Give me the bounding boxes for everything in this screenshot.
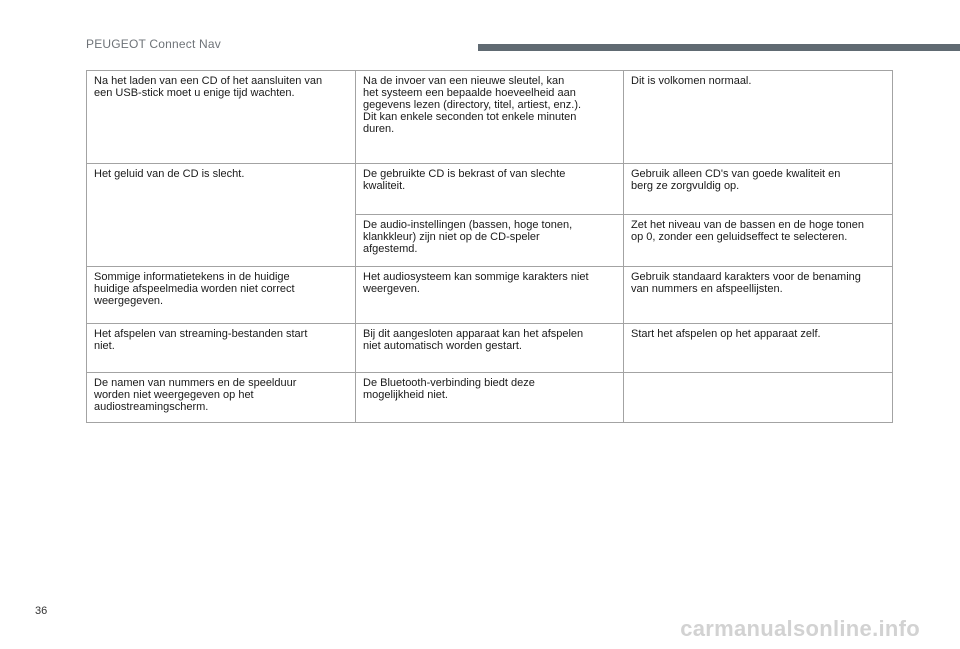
table-row: [87, 267, 893, 324]
table-row: [87, 324, 893, 373]
cause-cell: Bij dit aangesloten apparaat kan het afspelen niet automatisch worden gestart.: [356, 324, 624, 373]
table-row: [87, 164, 893, 215]
solution-cell: Gebruik standaard karakters voor de benaming van nummers en afspeellijsten.: [624, 267, 893, 324]
problem-cell: De namen van nummers en de speelduur worden niet weergegeven op het audiostreamingscherm.: [87, 373, 356, 423]
cause-cell: De gebruikte CD is bekrast of van slechte kwaliteit.: [356, 164, 624, 215]
problem-cell: Het geluid van de CD is slecht.: [87, 164, 356, 267]
cause-cell: De audio-instellingen (bassen, hoge tonen, klankkleur) zijn niet op de CD-speler afgestemd.: [356, 215, 624, 267]
problem-cell: Sommige informatietekens in de huidige huidige afspeelmedia worden niet correct weergegeven.: [87, 267, 356, 324]
page-number: 36: [35, 605, 48, 617]
solution-cell: Start het afspelen op het apparaat zelf.: [624, 324, 893, 373]
cause-cell: De Bluetooth-verbinding biedt deze mogelijkheid niet.: [356, 373, 624, 423]
solution-cell: Zet het niveau van de bassen en de hoge tonen op 0, zonder een geluidseffect te selecteren.: [624, 215, 893, 267]
cause-cell: Het audiosysteem kan sommige karakters niet weergeven.: [356, 267, 624, 324]
cause-cell: Na de invoer van een nieuwe sleutel, kan het systeem een bepaalde hoeveelheid aan gegevens lezen (directory, titel, artiest, enz.). Dit kan enkele seconden tot enkele minuten duren.: [356, 71, 624, 164]
table-row: [87, 373, 893, 423]
document-title: PEUGEOT Connect Nav: [86, 37, 221, 51]
solution-cell: Gebruik alleen CD's van goede kwaliteit en berg ze zorgvuldig op.: [624, 164, 893, 215]
solution-cell: Dit is volkomen normaal.: [624, 71, 893, 164]
problem-cell: Het afspelen van streaming-bestanden start niet.: [87, 324, 356, 373]
header-accent-bar: [478, 44, 960, 51]
problem-cell: Na het laden van een CD of het aansluiten van een USB-stick moet u enige tijd wachten.: [87, 71, 356, 164]
table-row: [87, 71, 893, 164]
solution-cell: [624, 373, 893, 423]
watermark: carmanualsonline.info: [680, 616, 920, 641]
troubleshooting-table: [86, 70, 893, 423]
